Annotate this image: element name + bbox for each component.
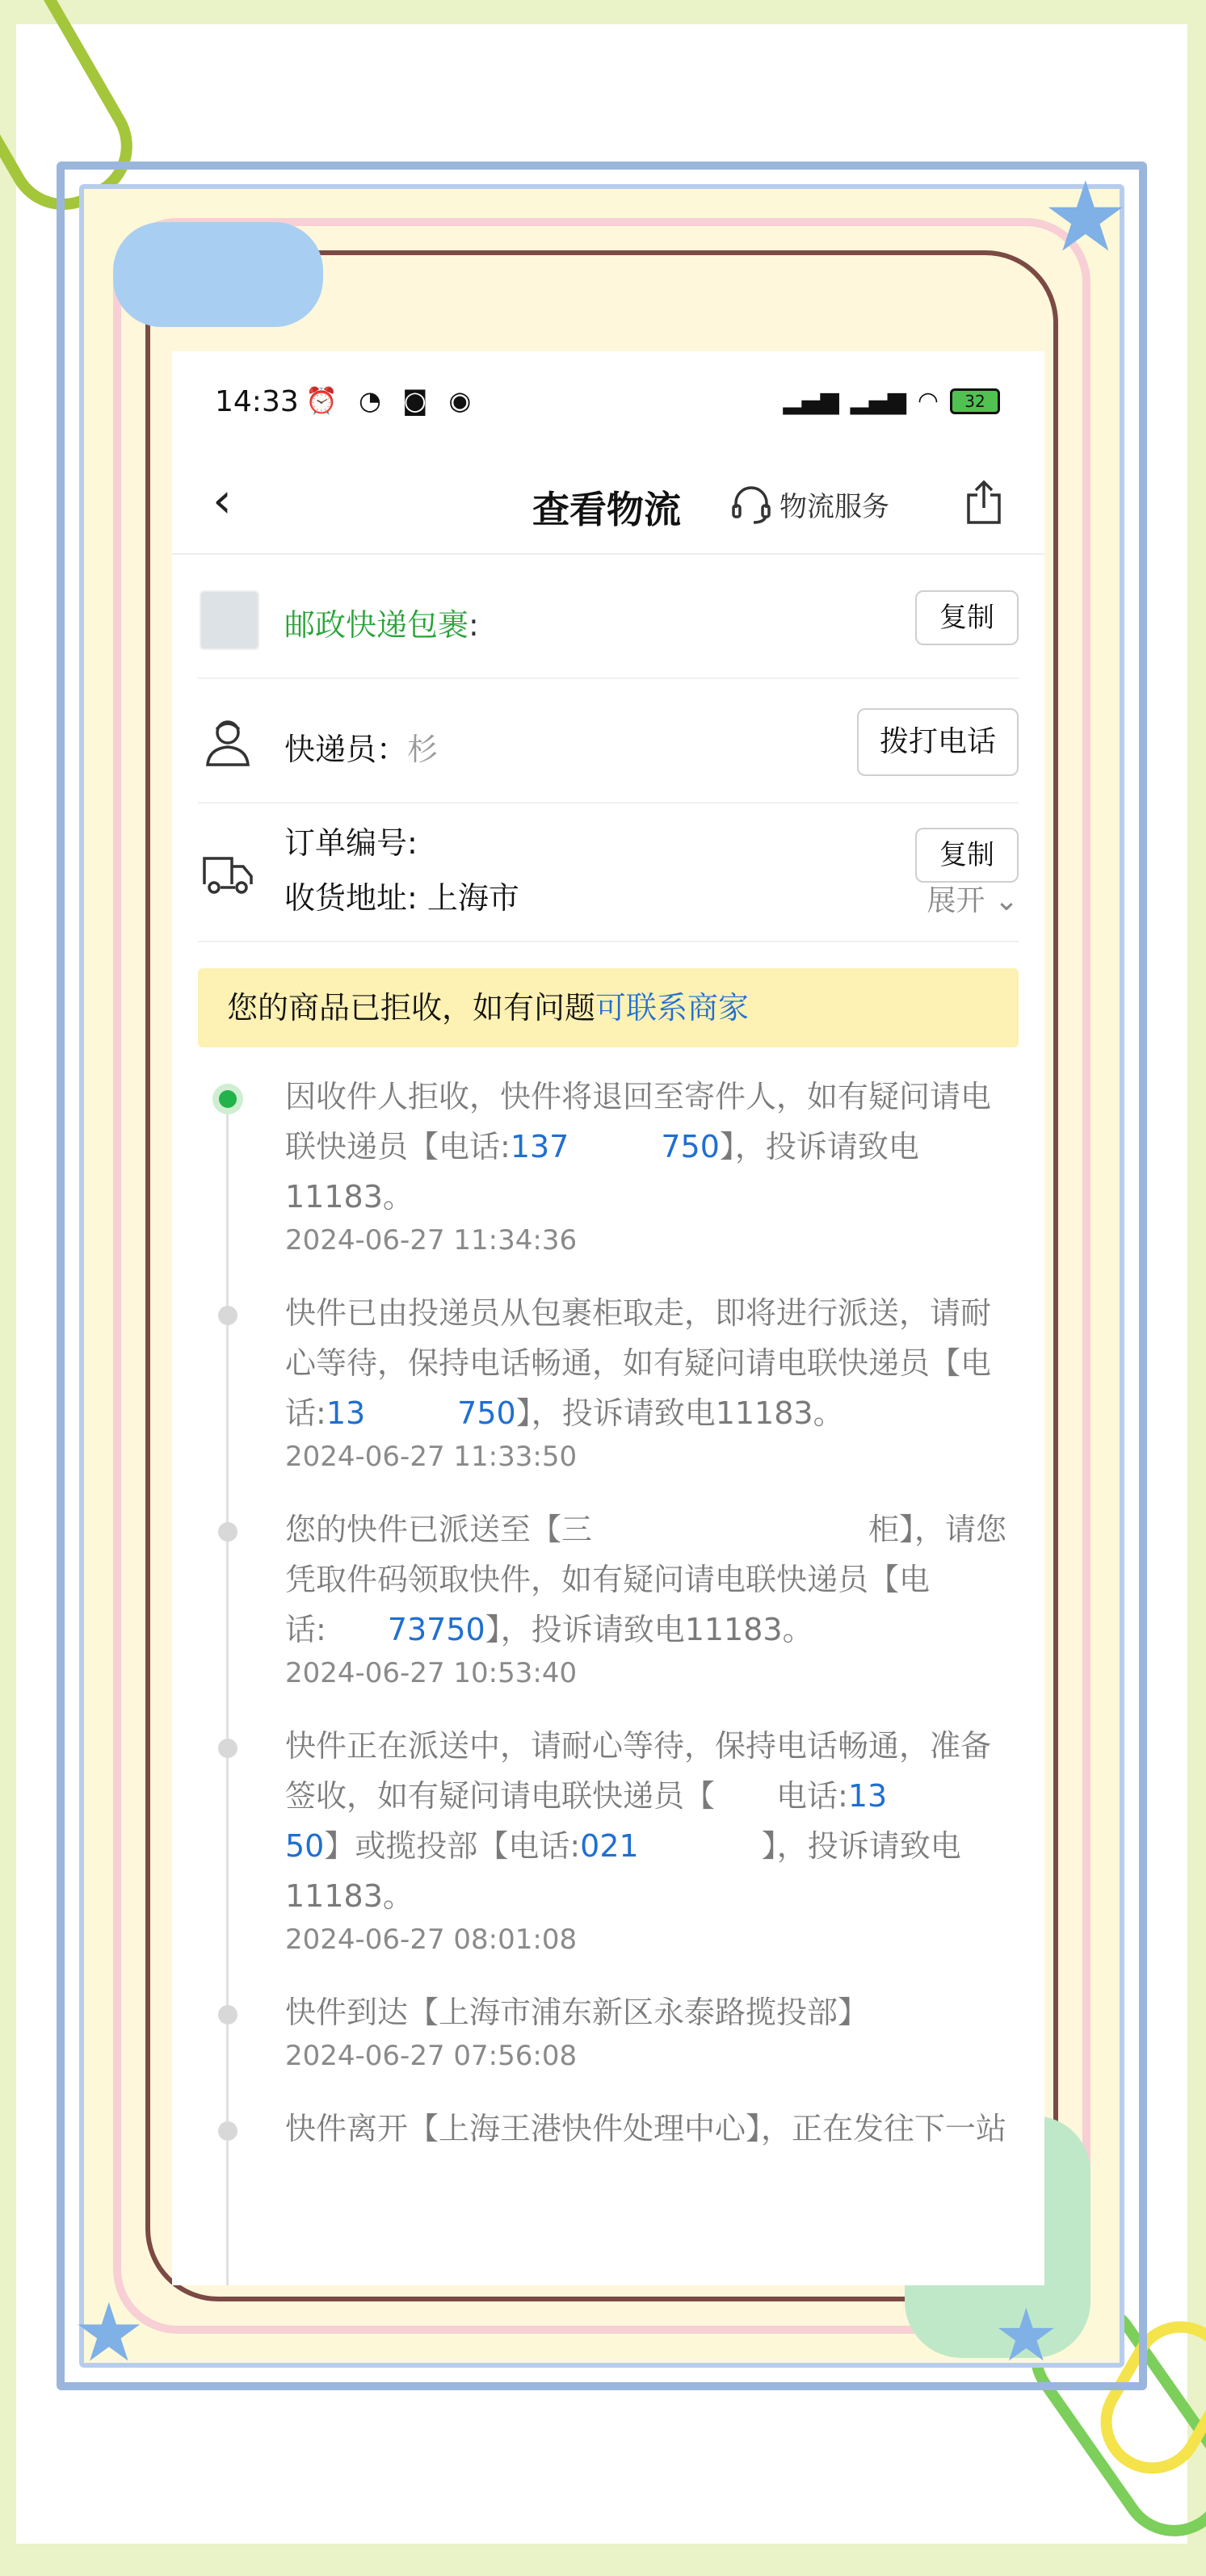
contact-merchant-link[interactable]: 可联系商家 (595, 990, 750, 1026)
phone-screen (172, 351, 1044, 2285)
copy-tracking-button[interactable]: 复制 (915, 590, 1019, 645)
rejection-notice (198, 968, 1019, 1047)
timeline-dot (218, 1739, 237, 1758)
status-time: 14:33 (215, 385, 299, 418)
camera-icon: ◉ (448, 385, 478, 416)
courier-label: 快递员： (284, 732, 408, 767)
event-text: 】，投诉请致电11183。 (515, 1395, 844, 1431)
expand-button[interactable] (927, 878, 1019, 919)
station-phone-link[interactable]: 021 (580, 1828, 639, 1864)
logistics-service-label: 物流服务 (779, 490, 889, 523)
carrier-name: 邮政快递包裹 (284, 607, 469, 643)
timeline-event (172, 1987, 1044, 2075)
share-icon[interactable] (964, 479, 1004, 526)
carrier-row (198, 555, 1019, 679)
event-text: 您的快件已派送至【三 (285, 1512, 593, 1547)
timeline-dot-active (212, 1084, 243, 1114)
order-number-label: 订单编号: (284, 825, 418, 861)
event-text: 电话: (776, 1778, 848, 1814)
back-icon[interactable]: ‹ (212, 472, 232, 529)
copy-order-button[interactable]: 复制 (915, 828, 1019, 883)
call-courier-button[interactable]: 拨打电话 (857, 708, 1019, 776)
event-text: 快件到达【上海市浦东新区永泰路揽投部】 (285, 1995, 869, 2030)
event-text: 快件离开【上海王港快件处理中心】，正在发往下一站 (285, 2111, 1007, 2146)
hd-signal-icon: ▂▄▆ (783, 387, 839, 415)
event-time: 2024-06-27 11:33:50 (285, 1441, 578, 1473)
event-time: 2024-06-27 08:01:08 (285, 1924, 578, 1956)
event-text: 快件已由投递员从包裹柜取走，即将进行派送，请耐心等待，保持电话畅通，如有疑问请电联快递员【电话: (285, 1295, 992, 1431)
courier-name: 杉 (407, 732, 439, 767)
event-text: 】，投诉请致电11183。 (285, 1129, 919, 1215)
wechat-icon: ◔ (359, 385, 388, 416)
courier-phone-link[interactable]: 13 (847, 1778, 888, 1814)
courier-phone-link[interactable]: 137 (510, 1129, 569, 1164)
courier-phone-link[interactable]: 13 (326, 1395, 366, 1431)
courier-icon (201, 715, 254, 768)
order-row (198, 803, 1019, 942)
timeline-event (172, 2104, 1044, 2154)
timeline-dot (218, 2005, 237, 2024)
wifi-icon: ◠ (917, 387, 939, 415)
courier-phone-link[interactable]: 73750 (387, 1612, 485, 1647)
address-label: 收货地址: 上海市 (284, 880, 519, 916)
event-time: 2024-06-27 11:34:36 (285, 1224, 578, 1257)
event-text: 因收件人拒收，快件将退回至寄件人，如有疑问请电联快递员【电话: (285, 1079, 992, 1164)
timeline-dot (218, 1522, 237, 1542)
event-text: 】或揽投部【电话: (324, 1828, 581, 1864)
tracking-timeline (172, 1072, 1044, 2154)
status-bar (172, 351, 1044, 456)
logistics-service-button[interactable] (729, 482, 889, 526)
courier-row (198, 679, 1019, 803)
courier-phone-link[interactable]: 750 (661, 1129, 720, 1164)
top-bar (172, 456, 1044, 555)
timeline-dot (218, 1306, 237, 1325)
truck-icon (200, 844, 256, 900)
event-text: 快件正在派送中，请耐心等待，保持电话畅通，准备签收，如有疑问请电联快递员【 (285, 1728, 992, 1814)
star-icon: ★ (1042, 162, 1129, 274)
page-title: 查看物流 (532, 488, 681, 531)
star-icon: ★ (994, 2293, 1059, 2378)
timeline-event (172, 1721, 1044, 1958)
courier-phone-link[interactable]: 50 (285, 1828, 325, 1864)
chevron-down-icon: ⌄ (994, 884, 1019, 917)
alarm-icon: ⏰ (305, 385, 344, 416)
notice-text: 您的商品已拒收，如有问题 (227, 990, 596, 1026)
notification-icon: ◙ (402, 385, 435, 416)
courier-phone-link[interactable]: 750 (457, 1395, 516, 1431)
headset-icon (729, 482, 773, 526)
expand-label: 展开 (927, 884, 985, 917)
cloud-decoration (113, 222, 323, 327)
event-text: 柜】，请您凭取件码领取快件，如有疑问请电联快递员【电话: (285, 1512, 1007, 1647)
battery-icon: 32 (950, 388, 1000, 414)
star-icon: ★ (73, 2285, 145, 2380)
package-thumbnail (200, 590, 259, 650)
event-time: 2024-06-27 10:53:40 (285, 1657, 578, 1689)
timeline-event (172, 1072, 1044, 1259)
event-time: 2024-06-27 07:56:08 (285, 2040, 578, 2072)
timeline-dot (218, 2121, 237, 2141)
carrier-colon: : (469, 607, 479, 643)
event-text: 】，投诉请致电11183。 (485, 1612, 813, 1647)
event-text: 】，投诉请致电11183。 (285, 1828, 961, 1914)
hd-signal-icon: ▂▄▆ (850, 387, 906, 415)
timeline-event (172, 1288, 1044, 1475)
timeline-event (172, 1504, 1044, 1692)
